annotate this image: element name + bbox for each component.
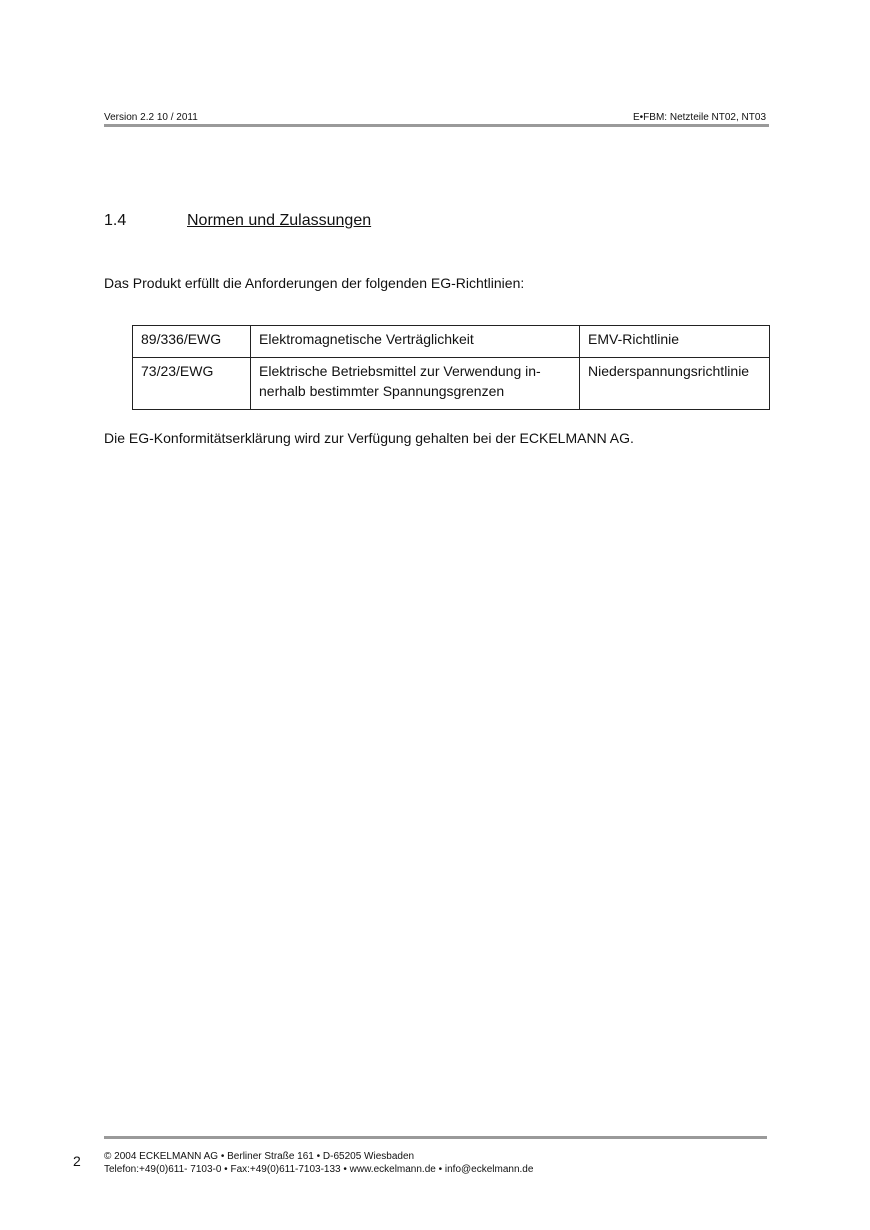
directives-table xyxy=(132,325,770,410)
directive-code: 89/336/EWG xyxy=(133,326,251,358)
closing-paragraph: Die EG-Konformitätserklärung wird zur Verfügung gehalten bei der ECKELMANN AG. xyxy=(104,430,634,446)
directive-name: Niederspannungsrichtlinie xyxy=(580,358,770,410)
header-product: E•FBM: Netzteile NT02, NT03 xyxy=(633,112,766,123)
directive-description xyxy=(251,358,580,410)
section-title: Normen und Zulassungen xyxy=(187,212,372,229)
footer-address: © 2004 ECKELMANN AG • Berliner Straße 161 • D-65205 Wiesbaden xyxy=(104,1151,415,1162)
footer-divider xyxy=(104,1136,767,1139)
section-number: 1.4 xyxy=(104,212,127,229)
intro-paragraph: Das Produkt erfüllt die Anforderungen der folgenden EG-Richtlinien: xyxy=(104,275,525,291)
description-line: nerhalb bestimmter Spannungsgrenzen xyxy=(259,383,505,399)
directive-description: Elektromagnetische Verträglichkeit xyxy=(251,326,580,358)
description-line: Elektrische Betriebsmittel zur Verwendung in- xyxy=(259,363,541,379)
footer-contact: Telefon:+49(0)611- 7103-0 • Fax:+49(0)611-7103-133 • www.eckelmann.de • info@eckelmann.de xyxy=(104,1164,534,1175)
table-row xyxy=(133,358,770,410)
header-divider xyxy=(104,124,769,127)
directive-name: EMV-Richtlinie xyxy=(580,326,770,358)
table-row xyxy=(133,326,770,358)
header-version: Version 2.2 10 / 2011 xyxy=(104,112,198,123)
directive-code: 73/23/EWG xyxy=(133,358,251,410)
page-number: 2 xyxy=(73,1153,81,1169)
